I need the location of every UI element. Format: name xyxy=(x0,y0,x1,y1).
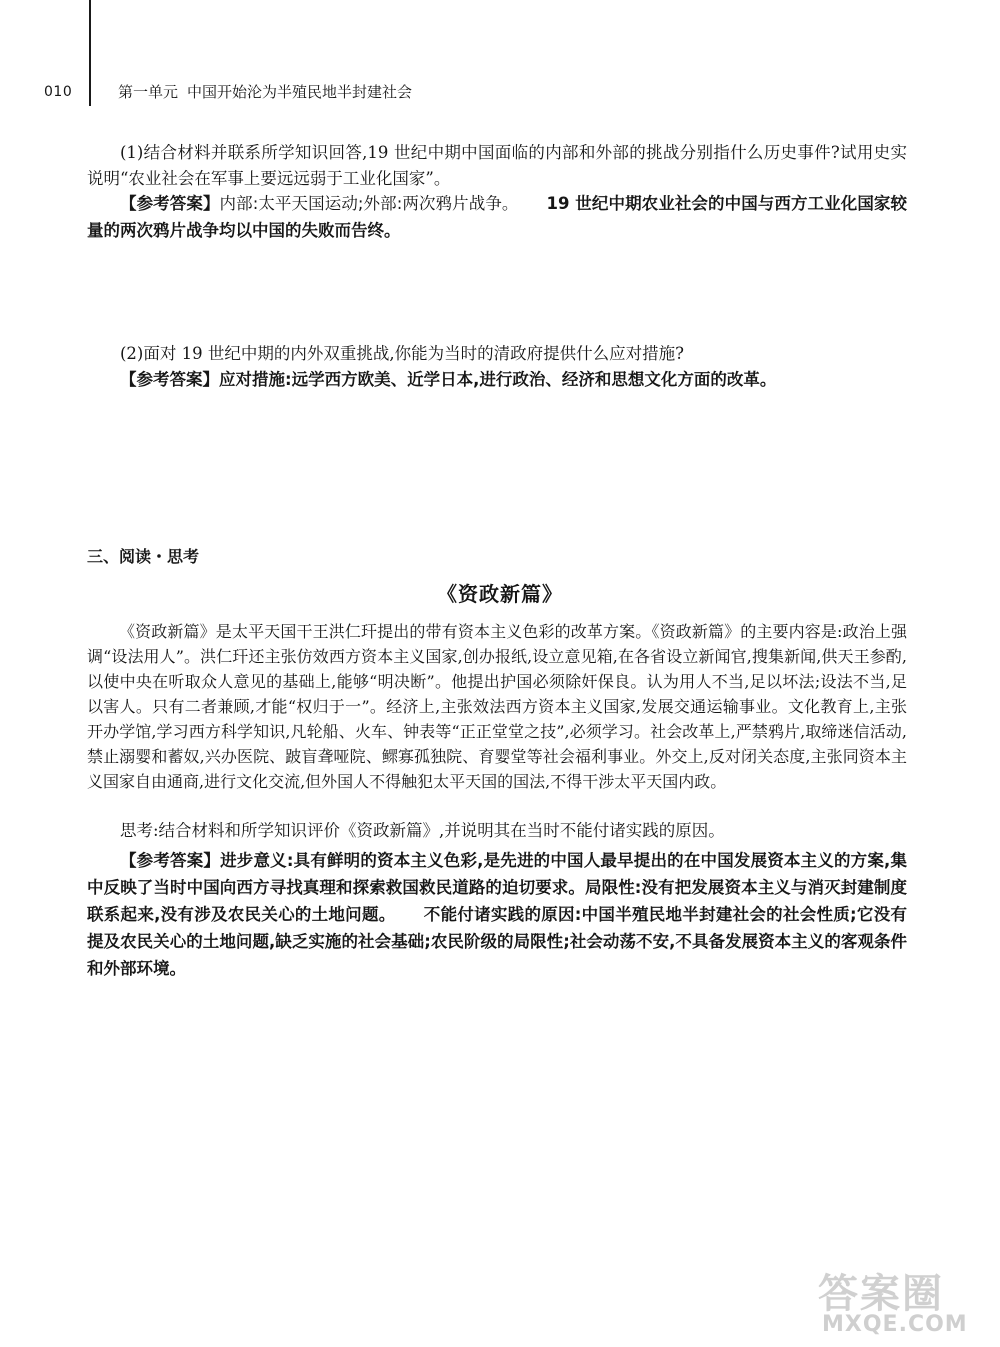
watermark-url: MXQE.COM xyxy=(822,1312,968,1337)
answer-2-tag: 【参考答案】 xyxy=(120,370,219,389)
answer-1-tag: 【参考答案】 xyxy=(120,194,220,213)
answer-2 xyxy=(87,367,907,393)
question-1: (1)结合材料并联系所学知识回答,19 世纪中期中国面临的内部和外部的挑战分别指什么历史事件?试用史实说明“农业社会在军事上要远远弱于工业化国家”。 xyxy=(87,143,907,188)
reading-text: 《资政新篇》是太平天国干王洪仁玕提出的带有资本主义色彩的改革方案。《资政新篇》的主要内容是:政治上强调“设法用人”。洪仁玕还主张仿效西方资本主义国家,创办报纸,设立意见箱,在各省设立新闻官,搜集新闻,供天王参酌,以使中央在听取众人意见的基础上,能够“明决断”。他提出护国必须除奸保良。认为用人不当,足以坏法;设法不当,足以害人。只有二者兼顾,才能“权归于一”。经济上,主张效法西方资本主义国家,发展交通运输事业。文化教育上,主张开办学馆,学习西方科学知识,凡轮船、火车、钟表等“正正堂堂之技”,必须学习。社会改革上,严禁鸦片,取缔迷信活动,禁止溺婴和蓄奴,兴办医院、跛盲聋哑院、鳏寡孤独院、育婴堂等社会福利事业。外交上,反对闭关态度,主张同资本主义国家自由通商,进行文化交流,但外国人不得触犯太平天国的国法,不得干涉太平天国内政。 xyxy=(87,622,907,791)
answer-3 xyxy=(87,847,907,982)
watermark xyxy=(818,1262,988,1342)
answer-3-part1: 进步意义:具有鲜明的资本主义色彩,是先进的中国人最早提出的在中国发展资本主义的方案,集中反映了当时中国向西方寻找真理和探索救国救民道路的迫切要求。局限性:没有把发展资本主义与消灭封建制度联系起来,没有涉及农民关心的土地问题。 xyxy=(87,851,907,924)
answer-1 xyxy=(87,190,907,244)
reading-title: 《资政新篇》 xyxy=(437,582,563,606)
answer-3-tag: 【参考答案】 xyxy=(120,851,221,870)
answer-3-part2: 不能付诸实践的原因:中国半殖民地半封建社会的社会性质;它没有提及农民关心的土地问题,缺乏实施的社会基础;农民阶级的局限性;社会动荡不安,不具备发展资本主义的客观条件和外部环境。 xyxy=(87,905,907,978)
page-number: 010 xyxy=(44,84,73,100)
section-heading: 三、阅读・思考 xyxy=(87,547,200,566)
think-question: 思考:结合材料和所学知识评价《资政新篇》,并说明其在当时不能付诸实践的原因。 xyxy=(120,821,725,840)
question-2: (2)面对 19 世纪中期的内外双重挑战,你能为当时的清政府提供什么应对措施? xyxy=(120,344,684,363)
answer-2-text: 应对措施:远学西方欧美、近学日本,进行政治、经济和思想文化方面的改革。 xyxy=(219,370,777,389)
unit-label: 第一单元 xyxy=(118,83,179,101)
unit-title: 中国开始沦为半殖民地半封建社会 xyxy=(187,83,413,101)
answer-1-part2: 19 世纪中期农业社会的中国与西方工业化国家较量的两次鸦片战争均以中国的失败而告终。 xyxy=(87,194,908,240)
answer-1-part1: 内部:太平天国运动;外部:两次鸦片战争。 xyxy=(219,194,519,213)
header-divider xyxy=(89,0,91,106)
watermark-logo: 答案圈 xyxy=(818,1271,944,1317)
